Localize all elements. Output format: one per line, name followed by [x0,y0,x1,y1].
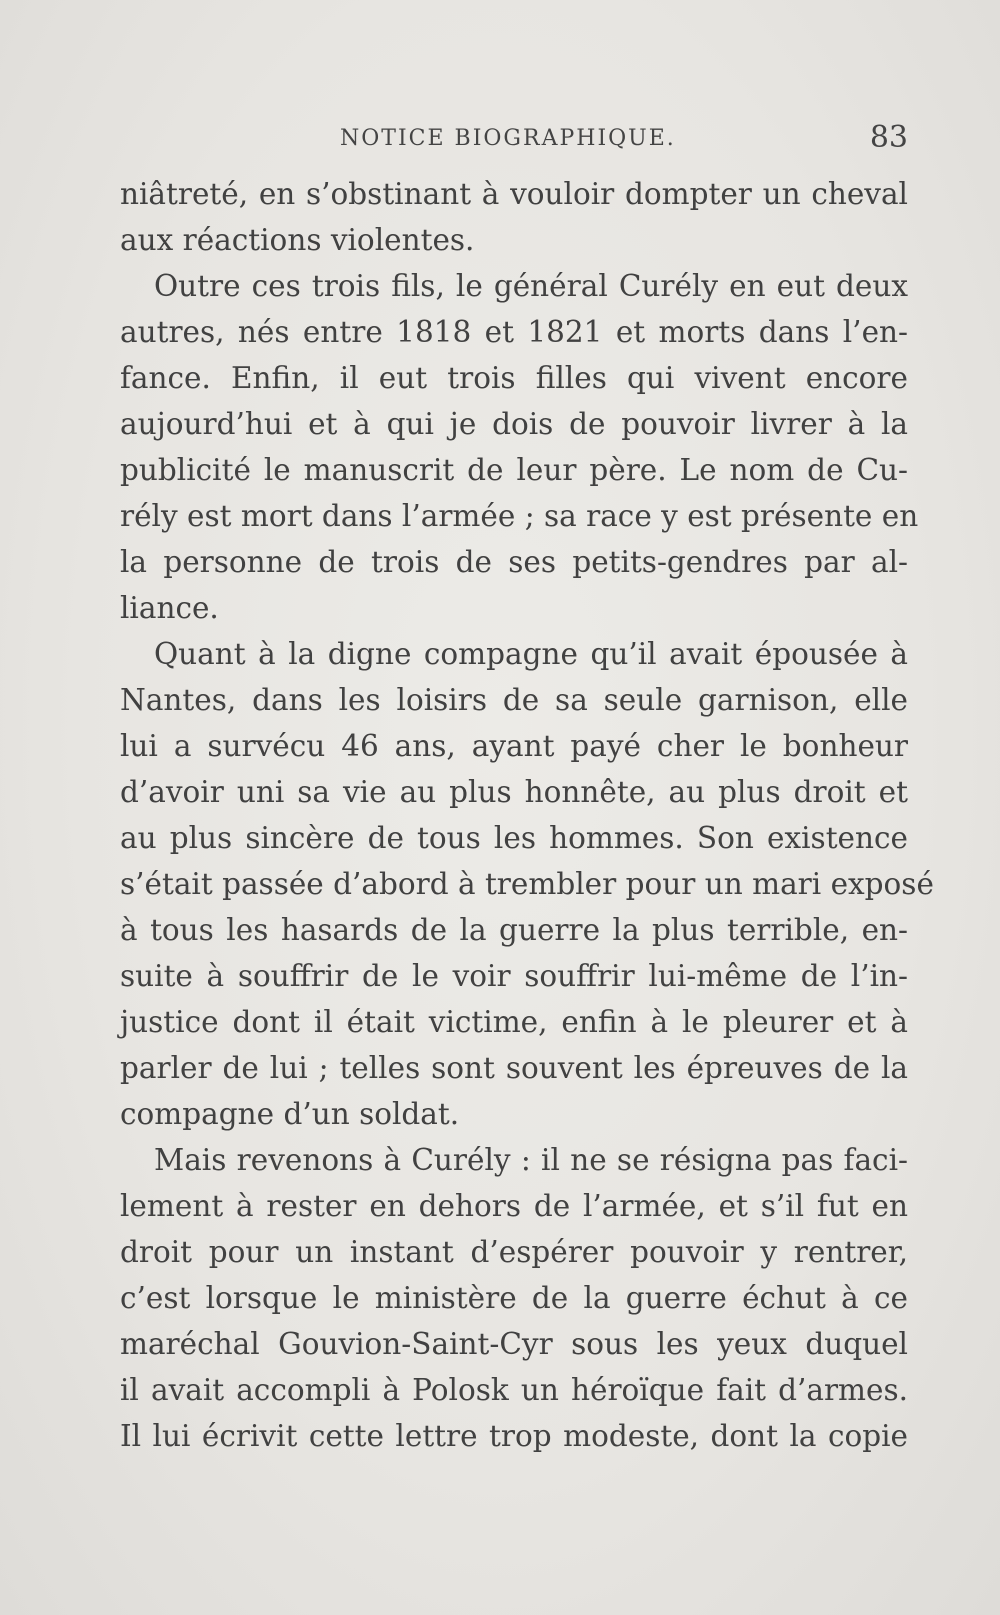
running-head: NOTICE BIOGRAPHIQUE. [340,126,676,151]
page-number: 83 [869,120,908,155]
text-line: aux réactions violentes. [120,223,475,257]
text-line: c’est lorsque le ministère de la guerre échut à ce [120,1281,908,1315]
text-line: Quant à la digne compagne qu’il avait épousée à [154,637,908,671]
text-line: publicité le manuscrit de leur père. Le nom de Cu- [120,453,908,487]
text-line: la personne de trois de ses petits-gendres par al- [120,545,908,579]
text-line: compagne d’un soldat. [120,1097,460,1131]
text-line: Il lui écrivit cette lettre trop modeste, dont la copie [120,1419,908,1453]
text-line: il avait accompli à Polosk un héroïque fait d’armes. [120,1373,908,1407]
text-line: autres, nés entre 1818 et 1821 et morts dans l’en- [120,315,908,349]
text-line: niâtreté, en s’obstinant à vouloir dompter un cheval [120,177,908,211]
text-line: s’était passée d’abord à trembler pour un mari exposé [120,867,934,901]
text-line: à tous les hasards de la guerre la plus terrible, en- [120,913,908,947]
text-line: rély est mort dans l’armée ; sa race y est présente en [120,499,919,533]
text-line: au plus sincère de tous les hommes. Son existence [120,821,908,855]
text-line: fance. Enfin, il eut trois filles qui vivent encore [120,361,908,395]
page-header [120,120,908,160]
text-line: Outre ces trois fils, le général Curély en eut deux [154,269,908,303]
text-line: suite à souffrir de le voir souffrir lui-même de l’in- [120,959,908,993]
text-line: d’avoir uni sa vie au plus honnête, au plus droit et [120,775,908,809]
text-line: liance. [120,591,219,625]
text-line: Mais revenons à Curély : il ne se résigna pas faci- [154,1143,908,1177]
text-line: lement à rester en dehors de l’armée, et s’il fut en [120,1189,908,1223]
text-line: lui a survécu 46 ans, ayant payé cher le bonheur [120,729,908,763]
text-line: droit pour un instant d’espérer pouvoir y rentrer, [120,1235,908,1269]
text-line: Nantes, dans les loisirs de sa seule garnison, elle [120,683,908,717]
text-line: aujourd’hui et à qui je dois de pouvoir livrer à la [120,407,908,441]
text-line: parler de lui ; telles sont souvent les épreuves de la [120,1051,908,1085]
text-line: justice dont il était victime, enfin à le pleurer et à [120,1005,908,1039]
text-line: maréchal Gouvion-Saint-Cyr sous les yeux duquel [120,1327,908,1361]
